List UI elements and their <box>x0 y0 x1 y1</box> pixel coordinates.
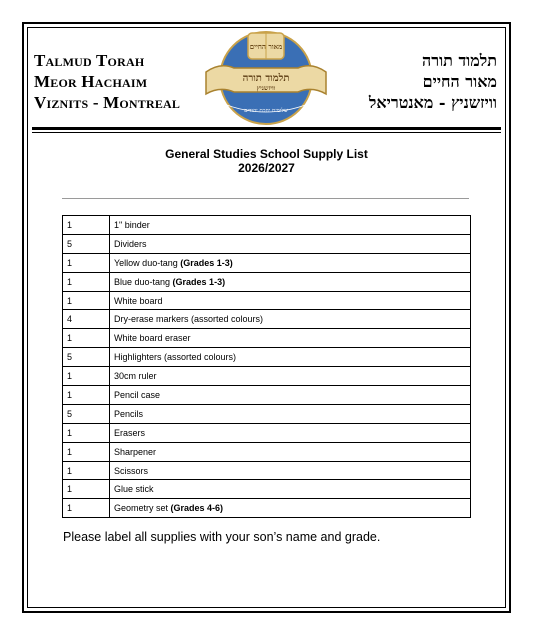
item-name: White board <box>114 295 163 306</box>
item-cell <box>110 386 471 405</box>
school-name-he-line-3: וויזשניץ - מאנטריאל <box>368 93 497 112</box>
grade-note: (Grades 4-6) <box>170 503 224 514</box>
item-cell <box>110 461 471 480</box>
title-separator <box>62 198 469 199</box>
item-cell <box>110 499 471 518</box>
school-logo <box>200 28 332 126</box>
school-name-en-line-2: Meor Hachaim <box>34 72 148 91</box>
item-name: Yellow duo-tang <box>114 257 181 268</box>
item-cell <box>110 310 471 329</box>
header-rule-thin <box>32 132 501 133</box>
item-name: Sharpener <box>114 446 157 457</box>
quantity-cell: 5 <box>63 234 110 253</box>
item-cell <box>110 253 471 272</box>
table-row <box>63 404 471 423</box>
table-row <box>63 291 471 310</box>
quantity-cell: 1 <box>63 291 110 310</box>
table-row <box>63 499 471 518</box>
school-name-en-line-3: Viznits - Montreal <box>34 93 181 112</box>
supply-list-table <box>62 215 471 518</box>
table-row <box>63 480 471 499</box>
item-name: Dividers <box>114 238 147 249</box>
table-row <box>63 461 471 480</box>
item-cell <box>110 423 471 442</box>
item-name: Scissors <box>114 465 149 476</box>
item-cell <box>110 234 471 253</box>
item-cell <box>110 329 471 348</box>
table-row <box>63 367 471 386</box>
school-name-hebrew <box>337 50 497 113</box>
item-cell <box>110 216 471 235</box>
item-name: Blue duo-tang <box>114 276 173 287</box>
table-row <box>63 423 471 442</box>
grade-note: (Grades 1-3) <box>180 257 233 268</box>
item-cell <box>110 442 471 461</box>
school-year: 2026/2027 <box>238 161 295 175</box>
item-cell <box>110 480 471 499</box>
quantity-cell: 1 <box>63 253 110 272</box>
item-cell <box>110 291 471 310</box>
item-name: Glue stick <box>114 484 154 495</box>
logo-scroll-text: תלמוד תורה <box>242 73 290 84</box>
item-name: Highlighters (assorted colours) <box>114 352 237 363</box>
quantity-cell: 1 <box>63 216 110 235</box>
logo-top-text: מאור החיים <box>249 42 283 51</box>
table-row <box>63 329 471 348</box>
logo-motto-text: שלומים יחכם יהודים <box>244 108 288 114</box>
table-row <box>63 253 471 272</box>
item-name: White board eraser <box>114 333 191 344</box>
table-row <box>63 216 471 235</box>
quantity-cell: 1 <box>63 329 110 348</box>
document-title: General Studies School Supply List <box>165 147 368 161</box>
item-name: Pencils <box>114 408 144 419</box>
item-cell <box>110 367 471 386</box>
quantity-cell: 1 <box>63 386 110 405</box>
quantity-cell: 1 <box>63 461 110 480</box>
table-row <box>63 386 471 405</box>
quantity-cell: 1 <box>63 499 110 518</box>
item-cell <box>110 348 471 367</box>
quantity-cell: 1 <box>63 442 110 461</box>
school-name-he-line-1: תלמוד תורה <box>422 51 497 70</box>
quantity-cell: 1 <box>63 423 110 442</box>
item-name: Erasers <box>114 427 146 438</box>
school-name-en-line-1: Talmud Torah <box>34 51 145 70</box>
quantity-cell: 1 <box>63 480 110 499</box>
supply-list-body <box>63 216 471 518</box>
quantity-cell: 5 <box>63 348 110 367</box>
quantity-cell: 1 <box>63 367 110 386</box>
item-name: Pencil case <box>114 389 161 400</box>
item-cell <box>110 404 471 423</box>
logo-sub-text: וויזשניץ <box>256 84 276 92</box>
table-row <box>63 442 471 461</box>
table-row <box>63 310 471 329</box>
item-cell <box>110 272 471 291</box>
item-name: Dry-erase markers (assorted colours) <box>114 314 264 325</box>
label-instruction: Please label all supplies with your son’s name and grade. <box>63 530 381 544</box>
quantity-cell: 4 <box>63 310 110 329</box>
table-row <box>63 272 471 291</box>
quantity-cell: 1 <box>63 272 110 291</box>
item-name: Geometry set <box>114 503 171 514</box>
table-row <box>63 234 471 253</box>
header-rule-thick <box>32 127 501 130</box>
school-name-english <box>34 50 194 113</box>
item-name: 1" binder <box>114 219 150 230</box>
table-row <box>63 348 471 367</box>
item-name: 30cm ruler <box>114 371 157 382</box>
school-name-he-line-2: מאור החיים <box>422 72 497 91</box>
quantity-cell: 5 <box>63 404 110 423</box>
grade-note: (Grades 1-3) <box>172 276 226 287</box>
